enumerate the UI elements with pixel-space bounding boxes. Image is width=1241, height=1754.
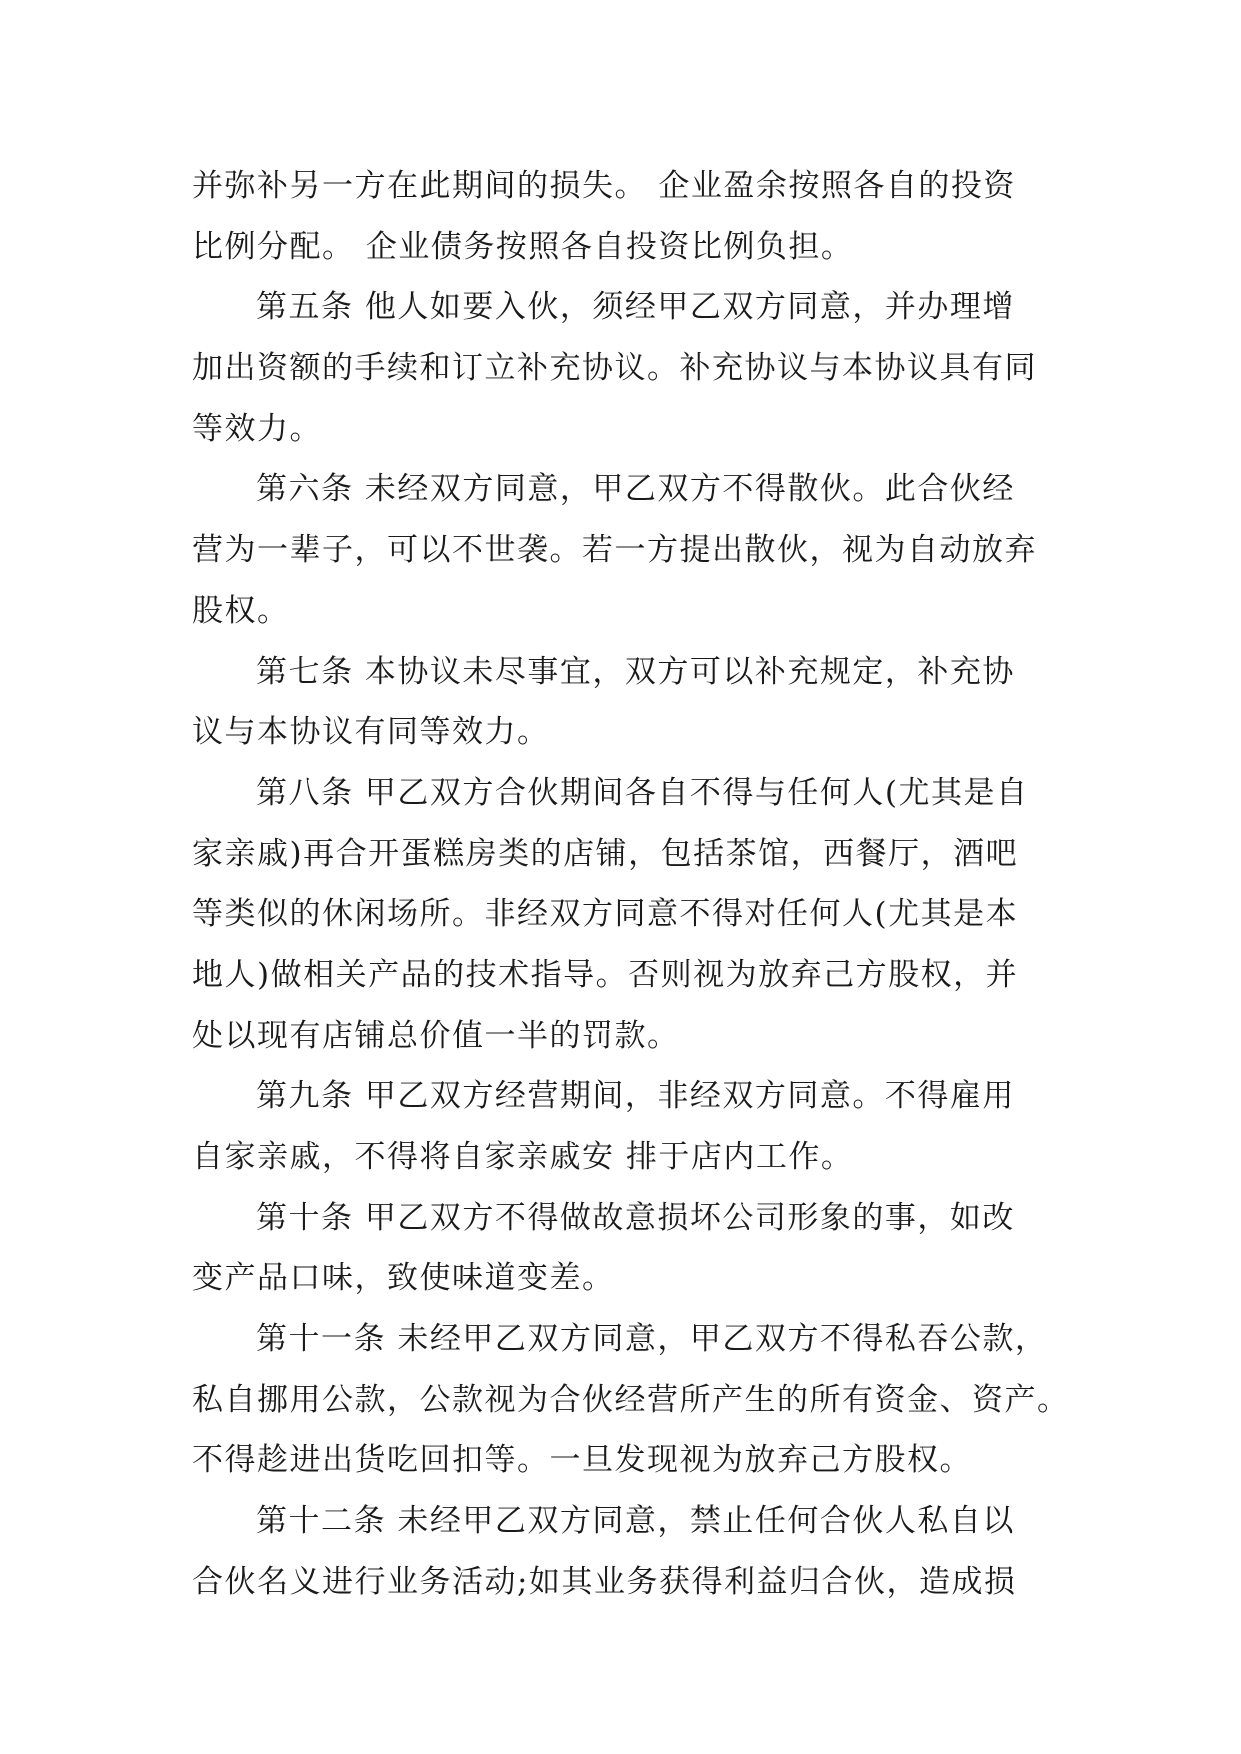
article-9-line: 第九条 甲乙双方经营期间，非经双方同意。不得雇用: [256, 1078, 1015, 1115]
text-line: 处以现有店铺总价值一半的罚款。: [192, 1017, 680, 1054]
text-line: 家亲戚)再合开蛋糕房类的店铺，包括茶馆，西餐厅，酒吧: [192, 835, 1019, 872]
text-line: 自家亲戚，不得将自家亲戚安 排于店内工作。: [192, 1139, 854, 1175]
text-line: 议与本协议有同等效力。: [192, 714, 550, 751]
text-line: 并弥补另一方在此期间的损失。 企业盈余按照各自的投资: [192, 168, 1016, 204]
article-5-line: 第五条 他人如要入伙，须经甲乙双方同意，并办理增: [256, 289, 1015, 326]
text-line: 加出资额的手续和订立补充协议。补充协议与本协议具有同: [192, 350, 1037, 387]
text-line: 变产品口味，致使味道变差。: [192, 1260, 615, 1297]
article-10-line: 第十条 甲乙双方不得做故意损坏公司形象的事，如改: [256, 1199, 1015, 1236]
article-7-line: 第七条 本协议未尽事宜，双方可以补充规定，补充协: [256, 653, 1015, 690]
text-line: 地人)做相关产品的技术指导。否则视为放弃己方股权，并: [192, 956, 1019, 993]
article-11-line: 第十一条 未经甲乙双方同意，甲乙双方不得私吞公款，: [256, 1321, 1048, 1358]
article-8-line: 第八条 甲乙双方合伙期间各自不得与任何人(尤其是自: [256, 774, 1029, 811]
text-line: 合伙名义进行业务活动;如其业务获得利益归合伙，造成损: [192, 1563, 1017, 1600]
text-line: 比例分配。 企业债务按照各自投资比例负担。: [192, 228, 854, 265]
agreement-text: [192, 156, 1070, 1613]
article-6-line: 第六条 未经双方同意，甲乙双方不得散伙。此合伙经: [256, 471, 1015, 508]
text-line: 等类似的休闲场所。非经双方同意不得对任何人(尤其是本: [192, 896, 1019, 933]
text-line: 营为一辈子，可以不世袭。若一方提出散伙，视为自动放弃: [192, 532, 1037, 569]
text-line: 股权。: [192, 592, 290, 629]
text-line: 不得趁进出货吃回扣等。一旦发现视为放弃己方股权。: [192, 1442, 972, 1479]
article-12-line: 第十二条 未经甲乙双方同意，禁止任何合伙人私自以: [256, 1503, 1015, 1540]
text-line: 私自挪用公款，公款视为合伙经营所产生的所有资金、资产。: [192, 1381, 1070, 1418]
text-line: 等效力。: [192, 410, 322, 447]
